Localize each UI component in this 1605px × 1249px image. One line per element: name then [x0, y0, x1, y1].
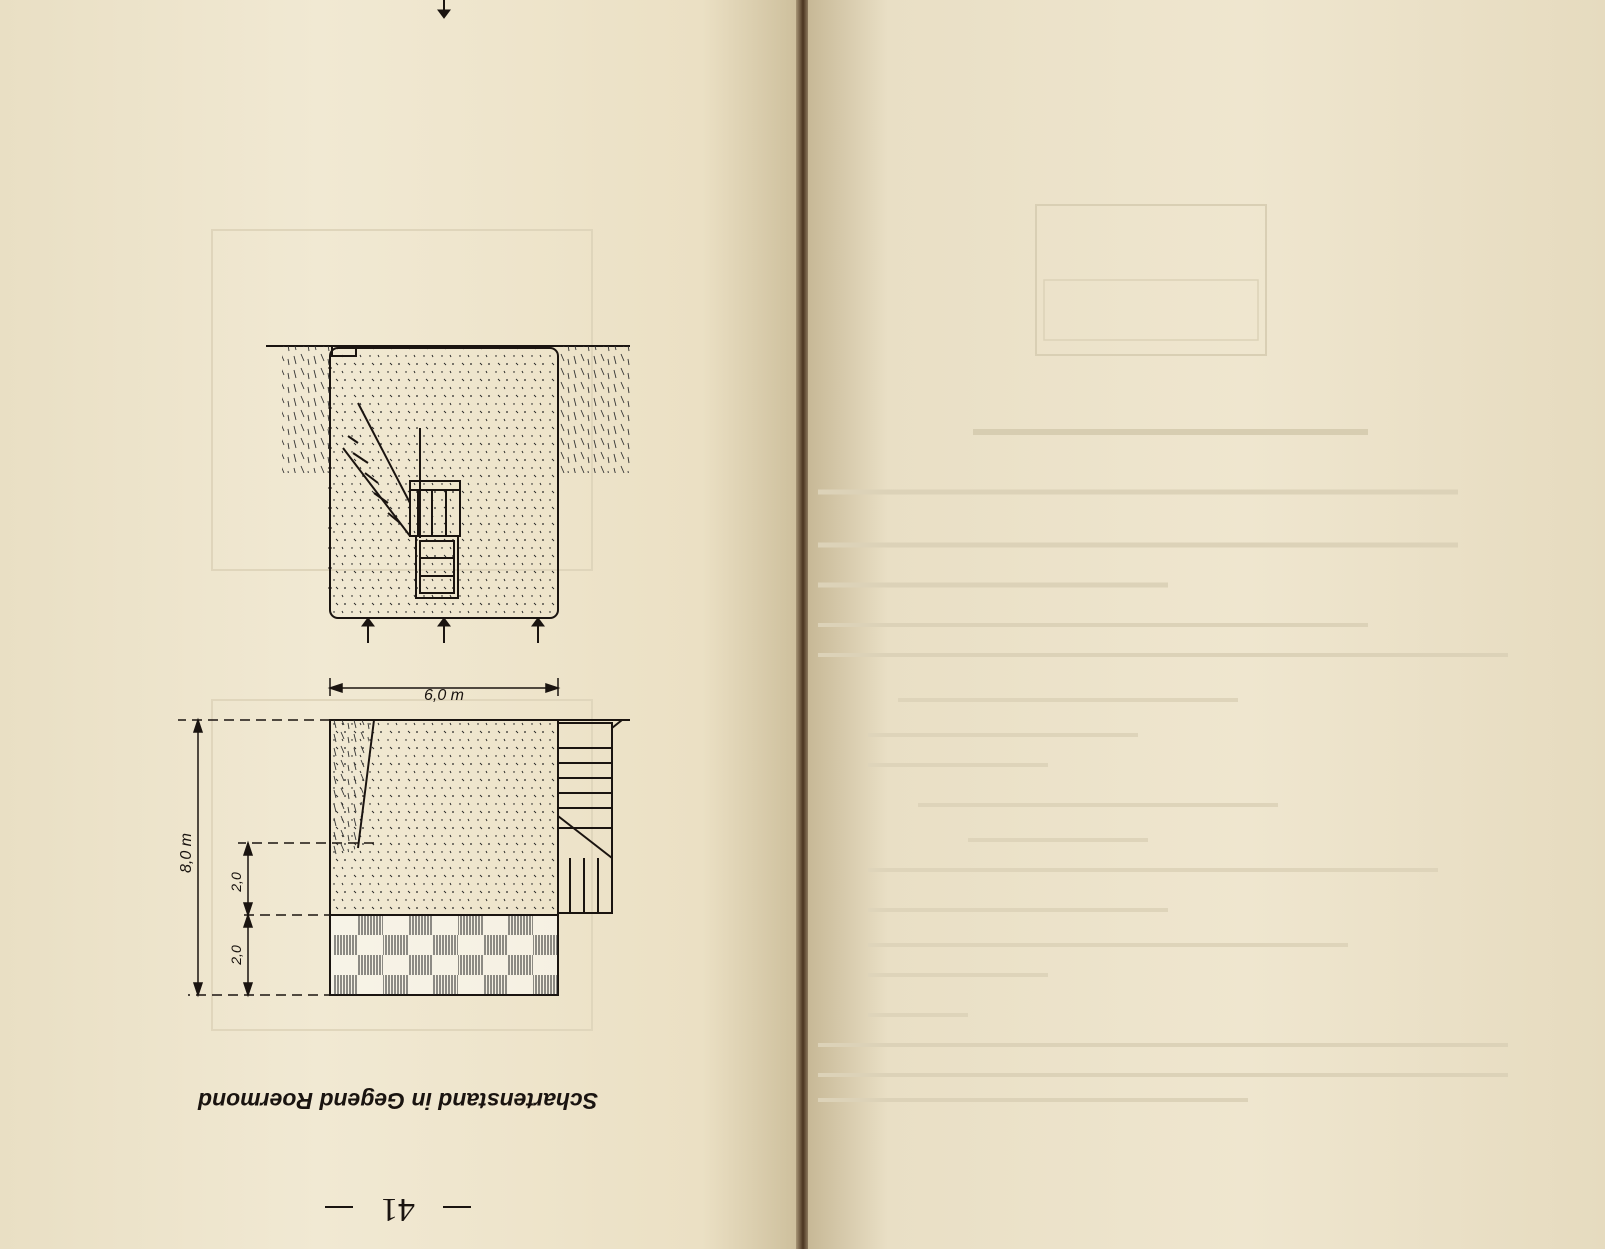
bunker-drawing — [0, 0, 798, 1248]
right-page — [808, 0, 1605, 1249]
width-label: 6,0 m — [423, 687, 465, 704]
segment-lower-label: 2,0 — [228, 945, 244, 965]
concrete-plan — [330, 348, 558, 618]
height-label: 8,0 m — [178, 832, 195, 874]
right-bleed-through — [808, 0, 1605, 1249]
earth-left — [558, 346, 630, 473]
earth-right — [282, 346, 330, 473]
page-number-text: 41 — [381, 1191, 415, 1228]
figure-caption: Schartenstand in Gegend Roermond — [198, 1088, 598, 1114]
section-stairs — [558, 720, 622, 913]
rotated-page-content — [0, 0, 798, 1248]
drain-arrows-section — [438, 0, 450, 18]
left-page — [0, 0, 798, 1249]
segment-upper-label: 2,0 — [228, 872, 244, 892]
drain-arrows-plan — [362, 618, 544, 643]
